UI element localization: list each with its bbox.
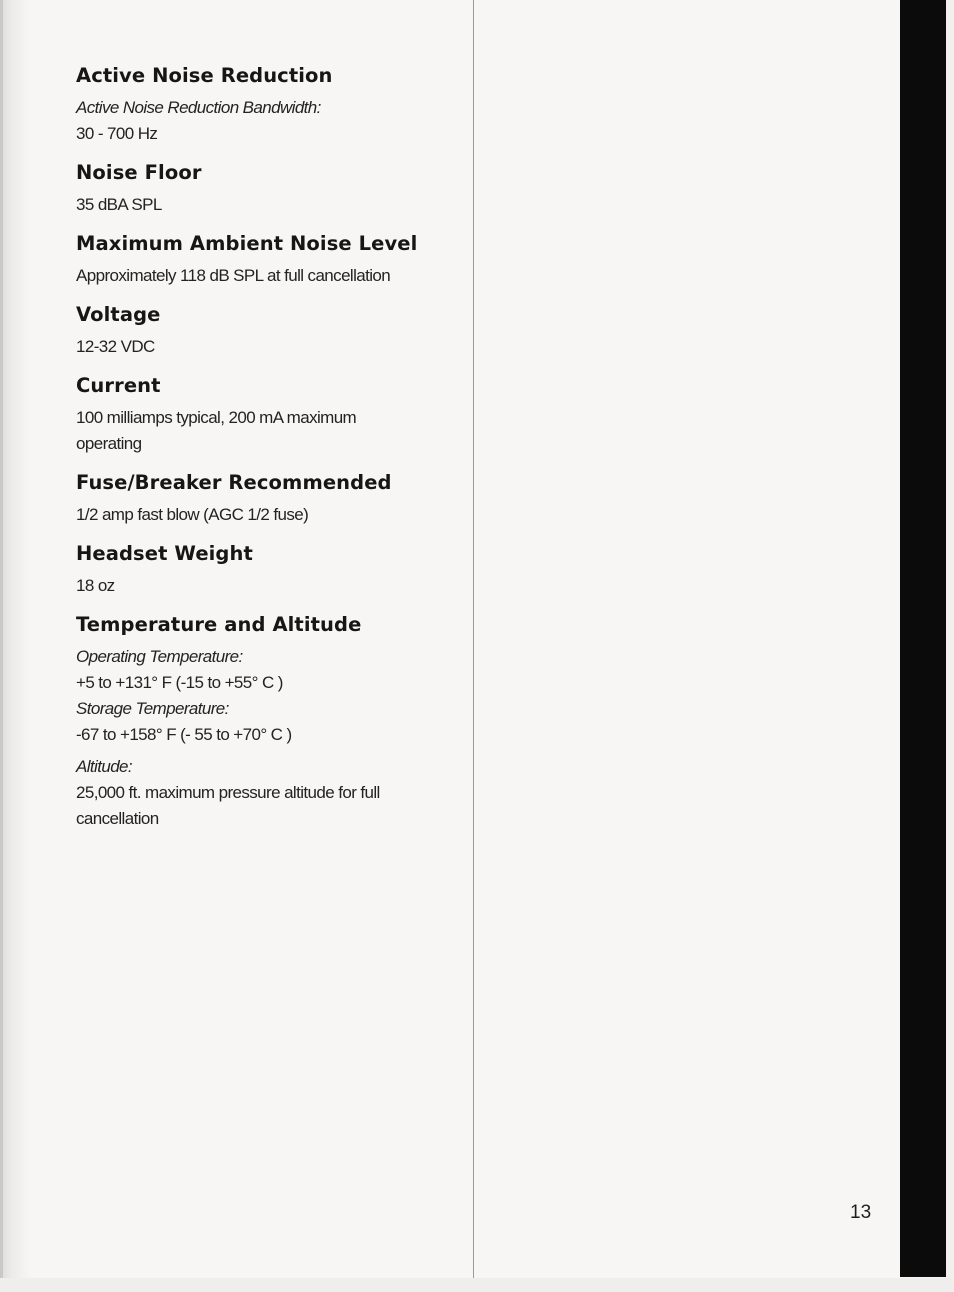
page-number: 13 [850, 1202, 872, 1223]
spec-section [76, 301, 456, 360]
right-black-band [900, 0, 946, 1277]
page-left-edge [0, 0, 3, 1292]
spec-heading: Fuse/Breaker Recommended [76, 471, 392, 494]
page-right-edge [946, 0, 954, 1292]
spec-section [76, 540, 456, 599]
spec-value: 100 milliamps typical, 200 mA maximum [76, 408, 357, 427]
spec-section [76, 372, 456, 457]
spec-value: 35 dBA SPL [76, 195, 162, 214]
spec-sublabel: Operating Temperature: [76, 647, 243, 666]
spec-value: cancellation [76, 809, 159, 828]
spec-heading: Current [76, 374, 161, 397]
spec-value: 18 oz [76, 576, 115, 595]
spec-value: 1/2 amp fast blow (AGC 1/2 fuse) [76, 505, 309, 524]
spec-heading: Active Noise Reduction [76, 64, 333, 87]
spec-sublabel: Active Noise Reduction Bandwidth: [76, 98, 321, 117]
spec-section [76, 230, 456, 289]
spec-section [76, 159, 456, 218]
spec-value: operating [76, 434, 142, 453]
spec-value: 12-32 VDC [76, 337, 155, 356]
spec-heading: Temperature and Altitude [76, 613, 362, 636]
page-fold-line [473, 0, 474, 1278]
spec-heading: Noise Floor [76, 161, 202, 184]
spec-section [76, 611, 456, 832]
spec-value: Approximately 118 dB SPL at full cancellation [76, 266, 391, 285]
spec-value: -67 to +158° F (- 55 to +70° C ) [76, 725, 292, 744]
spec-value: 25,000 ft. maximum pressure altitude for full [76, 783, 380, 802]
spec-section [76, 62, 456, 147]
spec-value: +5 to +131° F (-15 to +55° C ) [76, 673, 283, 692]
spec-heading: Maximum Ambient Noise Level [76, 232, 418, 255]
spec-heading: Headset Weight [76, 542, 253, 565]
page-left-shadow [0, 0, 30, 1292]
specifications-list [76, 62, 456, 844]
spec-sublabel: Altitude: [76, 757, 133, 776]
spec-sublabel: Storage Temperature: [76, 699, 229, 718]
spec-section [76, 469, 456, 528]
page-bottom-edge [0, 1278, 954, 1292]
spec-value: 30 - 700 Hz [76, 124, 158, 143]
spec-heading: Voltage [76, 303, 161, 326]
